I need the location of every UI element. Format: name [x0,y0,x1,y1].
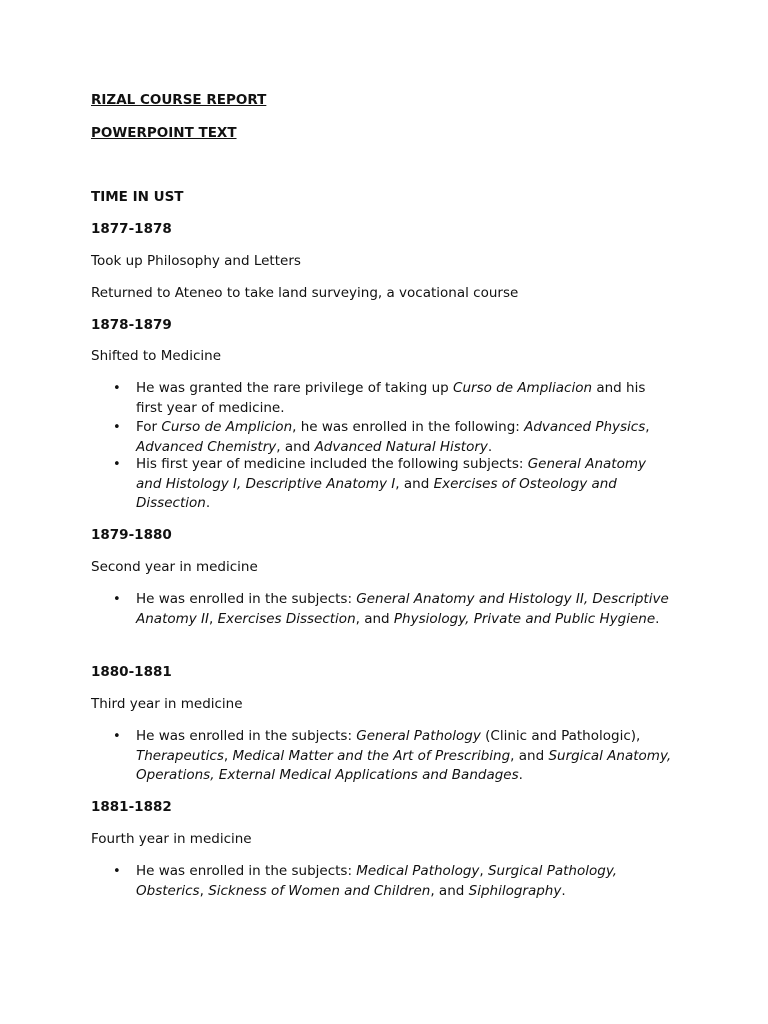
text-run: , and [276,438,315,455]
bullet-icon: • [113,864,121,879]
text-run: (Clinic and Pathologic), [480,728,641,744]
bullet-text [136,379,673,418]
italic-run: Siphilography [468,882,562,899]
text-run: , [223,747,233,764]
italic-run: Medical Pathology [356,863,480,879]
italic-run: Curso de Amplicion [161,419,293,435]
text-run: He was enrolled in the subjects: [136,863,357,879]
text-run: . [487,438,493,455]
text-run: and his first year of medicine. [136,380,646,416]
text-run: For [136,419,162,435]
italic-run: Physiology, Private and Public Hygiene [393,610,656,627]
text-run: , and [395,475,434,492]
italic-run: General Pathology [356,728,481,744]
period-years-1877: 1877-1878 [91,221,172,237]
bullet-icon: • [113,592,121,607]
bullet-text [136,862,673,901]
bullet-icon: • [113,457,121,472]
italic-run: Therapeutics [136,747,224,764]
text-run: His first year of medicine included the following subjects: [136,456,528,472]
bullet-text [136,455,673,514]
italic-run: Medical Matter and the Art of Prescribing [232,747,511,764]
text-run: He was enrolled in the subjects: [136,591,357,607]
italic-run: Exercises of Osteology and Dissection [136,475,617,511]
text-run: , he was enrolled in the following: [292,419,525,435]
bullet-item [113,590,673,629]
text-run: . [518,767,523,783]
italic-run: Advanced Chemistry [136,438,277,455]
bullet-icon: • [113,729,121,744]
period-line: Fourth year in medicine [91,831,252,847]
text-run: , and [510,747,549,764]
period-line: Took up Philosophy and Letters [91,253,301,269]
period-line: Third year in medicine [91,696,243,712]
period-years-1881: 1881-1882 [91,799,172,815]
bullet-item [113,418,673,457]
period-years-1878: 1878-1879 [91,317,172,333]
period-years-1879: 1879-1880 [91,527,172,543]
bullet-item [113,862,673,901]
italic-run: Curso de Ampliacion [453,380,593,396]
bullet-item [113,455,673,514]
bullet-icon: • [113,420,121,435]
text-run: , [209,610,218,627]
section-heading: TIME IN UST [91,189,184,205]
text-run: , [199,882,209,899]
text-run: . [205,495,211,511]
text-run: , [479,863,488,879]
text-run: . [655,610,660,627]
text-run: , and [430,882,469,899]
period-years-1880: 1880-1881 [91,664,172,680]
text-run: He was granted the rare privilege of taking up [136,380,454,396]
bullet-item [113,379,673,418]
italic-run: Advanced Natural History [314,438,488,455]
document-title: RIZAL COURSE REPORT [91,92,267,108]
text-run: . [561,882,566,899]
bullet-item [113,727,673,786]
bullet-text [136,418,673,457]
period-line: Shifted to Medicine [91,348,222,364]
italic-run: Surgical Pathology, Obsterics [136,863,618,899]
document-subtitle: POWERPOINT TEXT [91,125,237,141]
text-run: , [645,419,650,435]
italic-run: Exercises Dissection [217,610,356,627]
italic-run: Advanced Physics [524,419,646,435]
italic-run: Sickness of Women and Children [208,882,431,899]
text-run: He was enrolled in the subjects: [136,728,357,744]
bullet-text [136,590,673,629]
period-line: Second year in medicine [91,559,258,575]
period-line: Returned to Ateneo to take land surveying, a vocational course [91,285,519,301]
bullet-text [136,727,673,786]
italic-run: General Anatomy and Histology II, Descriptive Anatomy II [136,591,669,627]
text-run: , and [355,610,394,627]
italic-run: General Anatomy and Histology I, Descriptive Anatomy I [136,456,646,492]
italic-run: Surgical Anatomy, Operations, External Medical Applications and Bandages [136,747,672,783]
bullet-icon: • [113,381,121,396]
